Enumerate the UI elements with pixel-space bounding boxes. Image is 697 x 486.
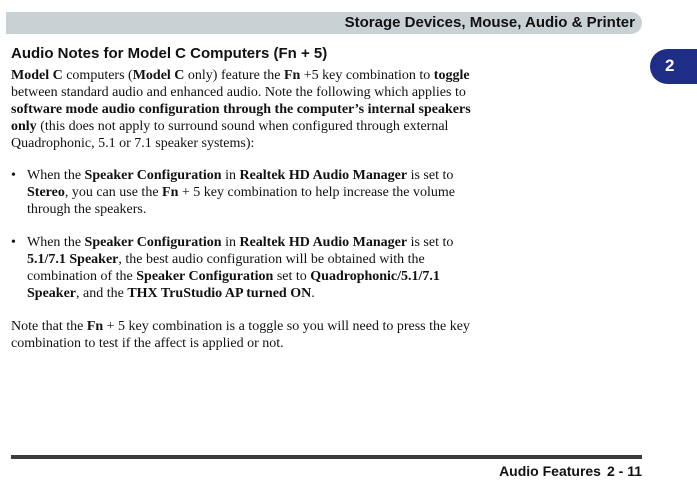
bullet-icon: • bbox=[11, 235, 16, 250]
section-title: Audio Notes for Model C Computers (Fn + 5) bbox=[11, 45, 328, 62]
list-item: • When the Speaker Configuration in Realtek HD Audio Manager is set to Stereo, you can use the Fn + 5 key combination to help increase the volume through the speakers. bbox=[11, 168, 455, 217]
bullet-icon: • bbox=[11, 168, 16, 183]
bullet-list-2 bbox=[11, 234, 491, 302]
footer-chapter-title: Audio Features bbox=[499, 463, 601, 479]
intro-paragraph: Model C computers (Model C only) feature the Fn +5 key combination to toggle between standard audio and enhanced audio. Note the following which applies to software mode audio configuration through the computer’s internal speakers only (this does not apply to surround sound when configured through external Quadrophonic, 5.1 or 7.1 speaker systems): bbox=[11, 68, 471, 151]
bullet-list-1 bbox=[11, 167, 491, 218]
header-title: Storage Devices, Mouse, Audio & Printer bbox=[344, 14, 635, 31]
list-item: • When the Speaker Configuration in Realtek HD Audio Manager is set to 5.1/7.1 Speaker, the best audio configuration will be obtained with the combination of the Speaker Configuration set to Quadrophonic/5.1/7.1 Speaker, and the THX TruStudio AP turned ON. bbox=[11, 235, 454, 301]
chapter-number: 2 bbox=[665, 56, 675, 75]
note-paragraph: Note that the Fn + 5 key combination is a toggle so you will need to press the key combination to test if the affect is applied or not. bbox=[11, 319, 470, 351]
page-footer bbox=[499, 462, 642, 480]
page-number: 2 - 11 bbox=[606, 463, 642, 479]
footer-rule bbox=[11, 455, 642, 459]
